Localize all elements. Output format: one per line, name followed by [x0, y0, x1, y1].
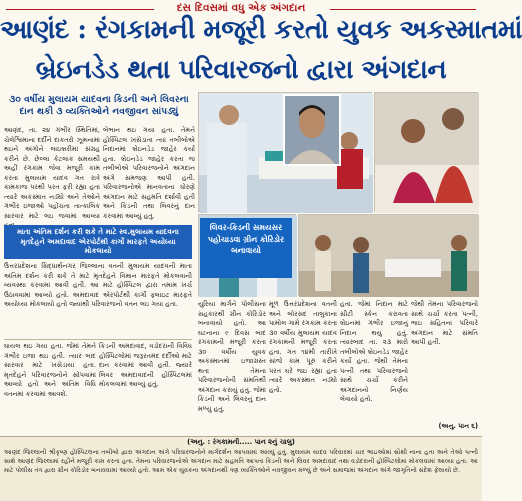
- article-column-1: આણંદ, તા. ૨૪ ગંભીર સ્થિતિમાં, ચેલેશ્વિમાના દર્દીને દાકતરો ઝૂમનામાં થઇને અંગોને લાઇબ્રરીમાં સંગ્રહ કરીને છે. છેલ્લા કેટલાક સમયથી અહીં રંગકામ જેવા મજૂરી કામ કરતા મુલાયમ યાદવ ગત રાત્રે કામકાજ પરથી પરત ફરી રહ્યા હતા ત્યારે અકસ્માત નડ્યો અને તેઓને ગંભીર ઇજાઓ પહોંચતા તાત્કાલિક સારવાર માટે લઇ જવામાં આવ્યા: [4, 126, 100, 220]
- kicker-rule-right: [330, 9, 476, 10]
- article-right-col-3: હતા. જેમાં નિદાન માટે સીટી સ્કેન કરાવતા બ્રેઇનમાં ગંભીર ઇજાનું નિદાન થયું હતું. ત્યારબાદ તા. ૨૩ મારો તબીબોએ બ્રેઇનડેડ જાહેર કર્યા હતા. જેથી તેમના પત્ની તથા પરિવારજનો સાથે ચર્ચા કરીને અંગદાનનો નિર્ણય લેવાયો હતો.: [340, 300, 408, 404]
- article-bottom-left: ઘાયલ થઇ ગયા હતા. જેમાં તેમને ગંભીર ઇજા થઇ હતી. ત્યાર બાદ સારવાર માટે ખસેડાયા હતા. મૃતદેહને પરિવારજનોને સોંપવામાં આવ્યો હતો અને અંતિમ વિધિ વતનમાં કરવામાં આવશે.: [4, 342, 96, 398]
- article-right-col-4: જેથી તેમના પરિવારજનો સાથે ચર્ચા કરતા પત્ની, ભાઇ સહિતના પરિવારે અંગદાન માટે સંમતિ આપી હતી.: [411, 300, 478, 347]
- article-right-col-1: યુરિયા માર્ગને પોલીસના સહકારથી ગ્રીન કોરિડોર બનાવાયો હતો. આ ઘટનાના ૯ દિવસ બાદ રંગકામની મજૂરી કરતા ૩૦ વર્ષીય યુવક અકસ્માતમાં ઇજાગ્રસ્ત થતા તેમના પરિવારજનોની સંમતિથી અંગદાન કરાયું હતું. જેમાં કિડની અને લિવરનું દાન મળ્યું હતું.: [198, 300, 266, 414]
- subheadline-organ-donation: ૩૦ વર્ષીય મુલાયમ યાદવના કિડની અને લિવરના દાન થકી ૩ વ્યક્તિઓને નવજીવન સાંપડ્યું: [9, 94, 189, 118]
- continuation-text: આણંદ જિલ્લાની શ્રીકૃષ્ણ હોસ્પિટલના તબીબો દ્વારા અંગદાન અંગે પરિવારજનોને માર્ગદર્શન આપવામાં આવ્યું હતું. મુલાયમ યાદવ પરિવારમાં ચાર ભાઇઓમાં સૌથી નાના હતા અને તેઓ પત્ની સાથે આણંદ જિલ્લામાં રહીને મજૂરી કામ કરતા હતા. તેમના પરિવારજનોએ અંગદાન માટે સહમતિ આપતા કિડની અને લિવર અમદાવાદ તથા વડોદરાની હોસ્પિટલોમાં મોકલવામાં આવ્યા હતા. આ માટે પોલીસ તંત્ર દ્વારા ગ્રીન કોરિડોર બનાવવામાં આવ્યો હતો. આમ એક યુવકના અંગદાનથી ત્રણ વ્યક્તિઓને નવજીવન મળ્યું છે અને સમાજમાં અંગદાન અંગે જાગૃતિનો સંદેશ ફેલાયો છે.: [4, 449, 478, 474]
- article-column-2: બેભાન થઇ ગયા હતા. તેમને હોસ્પિટલ ખસેડાતા ત્યાં તબીબોએ નિદાનમાં બ્રેઇનડેડ જાહેર કર્યા હતા. બ્રેઇનડેડ જાહેર કરતા જ તબીબોએ પરિવારજનોને અંગદાન અંગે સમજણ આપી હતી. પરિવારજનોએ માનવતાના ધોરણે અંગદાન માટે સહમતિ દર્શાવી હતી અને કિડની તથા લિવરનું દાન કરવામાં આવ્યું હતું.: [103, 126, 195, 220]
- family-photo: [374, 92, 478, 212]
- article-right-col-2: મૂળ ઉત્તરપ્રદેશના વતની અને બોરસદ તાલુકાના પામોલ ગામે રંગકામ કરતા ૩૦ વર્ષીય મુલાયમ યાદવ રંગકામની મજૂરી કરતા હતા. ગત ૧૪મી તારીખે સાંજે કામ પૂરું કરીને પરત ઘરે જઇ રહ્યા હતા ત્યારે અકસ્માત નડ્યો હતો.: [269, 300, 337, 394]
- continued-note: (અનુ. પાન ૬): [438, 422, 478, 430]
- portrait-illustration: [285, 96, 339, 164]
- kicker: દસ દિવસમાં વધુ એક અંગદાન: [176, 2, 306, 14]
- portrait-photo: [283, 94, 341, 166]
- green-corridor-caption: લિવર-કિડની સમયસર પહોંચાડવા ગ્રીન કોરિડોર બનાવાયો: [200, 218, 292, 278]
- crowd-photo: [298, 214, 478, 296]
- family-illustration: [375, 93, 479, 213]
- article-bottom-mid: કિડની અમદાવાદ, વડોદરાની વિવિધ હોસ્પિટલોમાં જરૂરતમંદ દર્દીઓ માટે દાન કરવામાં આવી હતી. જ્યારે લિવર અમદાવાદની હોસ્પિટલમાં મોકલવામાં આવ્યું હતું.: [99, 342, 192, 389]
- crowd-illustration: [299, 215, 479, 297]
- continuation-title: (અનુ. : રંગકામની..... પાન ૨નું ચાલુ): [187, 438, 295, 446]
- article-lower-left: ઉત્તરપ્રદેશના સિદ્ધાર્થનગર જિલ્લાના વતની મુલાયમ યાદવની માતા અંતિમ દર્શન કરી શકે તે માટે મૃતદેહને વિમાન મારફતે મોકલવાની વ્યવસ્થા કરવામાં આવી હતી. આ માટે હોસ્પિટલ દ્વારા તમામ ખર્ચ ઉઠાવવામાં આવ્યો હતો. અમદાવાદ એરપોર્ટથી કાર્ગો ફ્લાઇટ મારફતે અયોધ્યા મોકલાયો હતો જ્યાંથી પરિવારજનો વતન લઇ ગયા હતા.: [4, 262, 192, 309]
- section-divider: [4, 339, 192, 340]
- headline-line-1: આણંદ : રંગકામની મજૂરી કરતો યુવક અકસ્માતમાં: [0, 15, 522, 45]
- subheadline-mortal-remains: માતા અંતિમ દર્શન કરી શકે તે માટે સ્વ.મુલાયમ યાદવના મૃતદેહને અમદાવાદ એરપોર્ટથી કાર્ગો મારફતે અયોધ્યા મોકલાયો: [4, 225, 192, 259]
- headline-line-2: બ્રેઇનડેડ થતા પરિવારજનો દ્વારા અંગદાન: [35, 55, 447, 85]
